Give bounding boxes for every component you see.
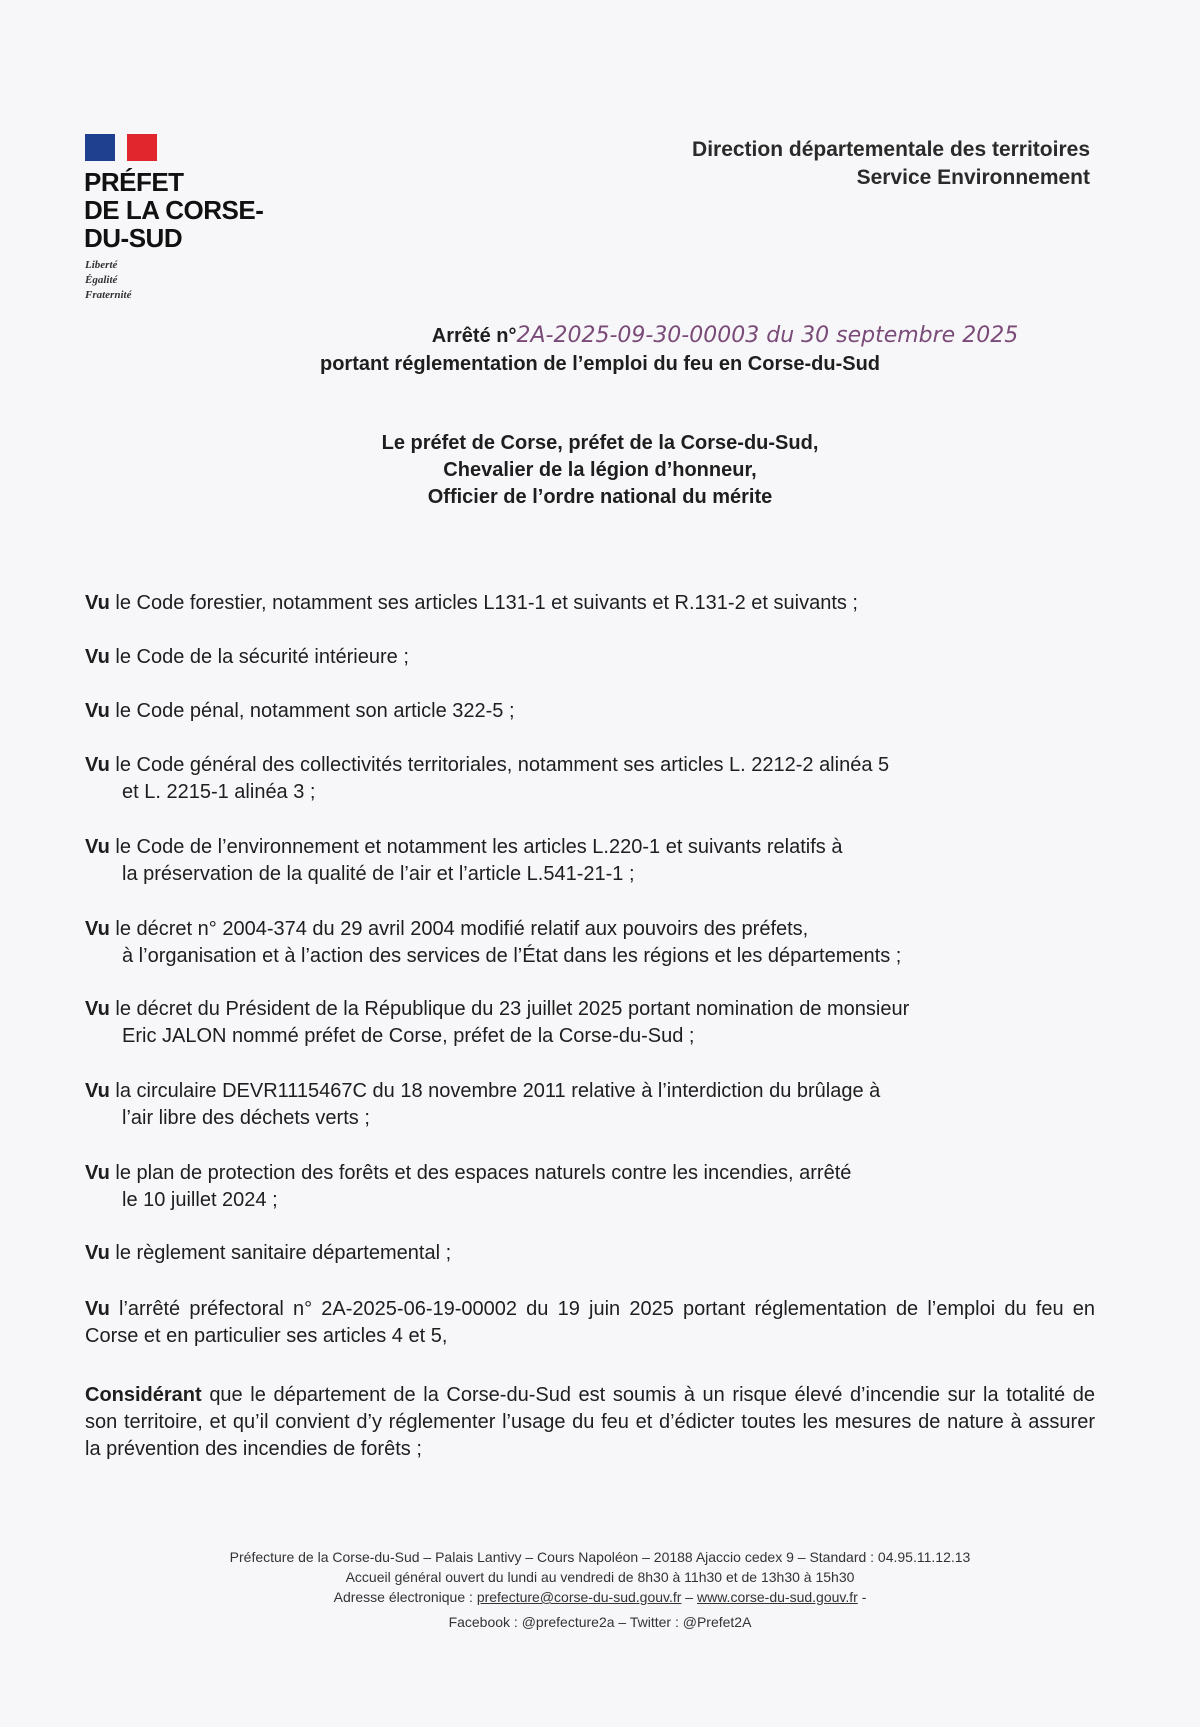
considerant: Considérant que le département de la Corse-du-Sud est soumis à un risque élevé d’incendie sur la totalité de son territoire, et qu’il convient d’y réglementer l’usage du feu et d’édicter toutes les mesures de nature à assurer la prévention des incendies de forêts ;	[85, 1384, 1095, 1460]
logo-motto: Liberté Égalité Fraternité	[85, 259, 132, 301]
email-link[interactable]: prefecture@corse-du-sud.gouv.fr	[476, 1589, 682, 1605]
visa-paragraph: Vu le décret n° 2004-374 du 29 avril 2004 modifié relatif aux pouvoirs des préfets, à l’organisation et à l’action des services de l’État dans les régions et les départements ;	[85, 918, 902, 967]
logo-title: PRÉFET DE LA CORSE- DU-SUD	[84, 167, 264, 253]
arrete-title: Arrêté n°2A-2025-09-30-00003 du 30 septembre 2025 portant réglementation de l’emploi du feu en Corse-du-Sud	[0, 322, 1200, 378]
visa-paragraph: Vu le règlement sanitaire départemental ;	[85, 1242, 452, 1264]
arrete-subtitle: portant réglementation de l’emploi du feu en Corse-du-Sud	[319, 353, 881, 375]
visa-paragraph: Vu le Code forestier, notamment ses articles L131-1 et suivants et R.131-2 et suivants ;	[85, 592, 858, 614]
visa-paragraph: Vu le plan de protection des forêts et des espaces naturels contre les incendies, arrêté le 10 juillet 2024 ;	[85, 1162, 852, 1211]
handwritten-number: 2A-2025-09-30-00003 du 30 septembre 2025	[516, 323, 1019, 348]
service-header: Direction départementale des territoires Service Environnement	[692, 138, 1090, 189]
prefet-titles: Le préfet de Corse, préfet de la Corse-du-Sud, Chevalier de la légion d’honneur, Officier de l’ordre national du mérite	[381, 432, 819, 508]
visa-paragraph: Vu le décret du Président de la République du 23 juillet 2025 portant nomination de monsieur Eric JALON nommé préfet de Corse, préfet de la Corse-du-Sud ;	[85, 998, 910, 1047]
visa-paragraph: Vu la circulaire DEVR1115467C du 18 novembre 2011 relative à l’interdiction du brûlage à l’air libre des déchets verts ;	[85, 1080, 881, 1129]
footer: Préfecture de la Corse-du-Sud – Palais Lantivy – Cours Napoléon – 20188 Ajaccio cedex 9 – Standard : 04.95.11.12.13 Accueil général ouvert du lundi au vendredi de 8h30 à 11h30 et de 13h30 à 15h30 Adresse électronique : prefecture@corse-du-sud.gouv.fr – www.corse-du-sud.gouv.fr - Facebook : @prefecture2a – Twitter : @Prefet2A	[229, 1549, 971, 1630]
website-link[interactable]: www.corse-du-sud.gouv.fr	[697, 1589, 858, 1605]
marianne-logo-flag	[85, 134, 157, 161]
visa-paragraph: Vu le Code général des collectivités territoriales, notamment ses articles L. 2212-2 alinéa 5 et L. 2215-1 alinéa 3 ;	[85, 754, 890, 803]
visa-paragraph: Vu le Code pénal, notamment son article 322-5 ;	[85, 700, 515, 722]
visa-paragraph: Vu le Code de la sécurité intérieure ;	[85, 646, 409, 668]
visa-arrete: Vu l’arrêté préfectoral n° 2A-2025-06-19-00002 du 19 juin 2025 portant réglementation de l’emploi du feu en Corse et en particulier ses articles 4 et 5,	[85, 1298, 1095, 1347]
visa-paragraph: Vu le Code de l’environnement et notamment les articles L.220-1 et suivants relatifs à la préservation de la qualité de l’air et l’article L.541-21-1 ;	[85, 836, 843, 885]
